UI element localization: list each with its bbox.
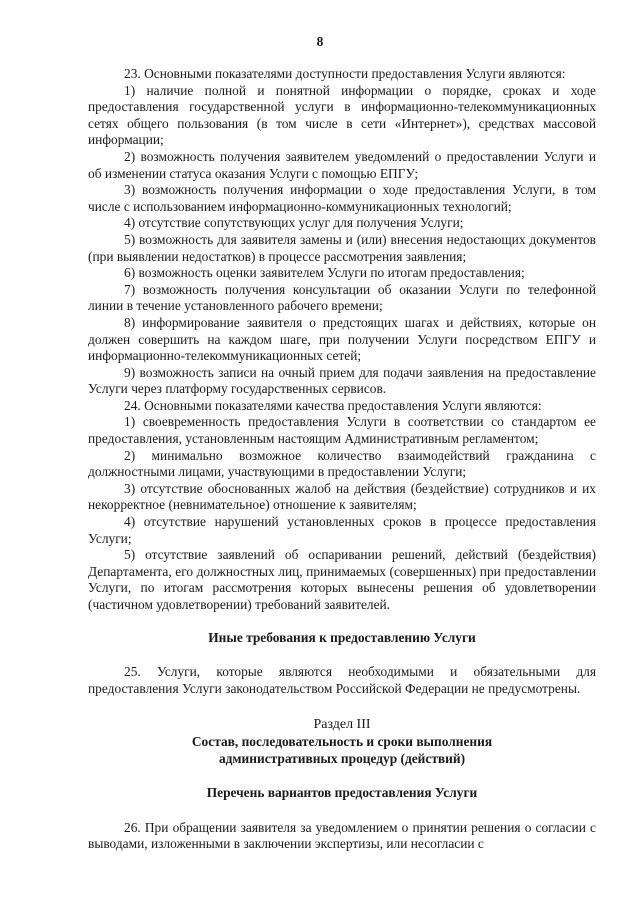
paragraph-24: 24. Основными показателями качества предоставления Услуги являются: [124,397,542,413]
list-item-24-5: 5) отсутствие заявлений об оспаривании решений, действий (бездействия) Департамента, его должностных лиц, принимаемых (совершенных) при предоставлении Услуги, по итогам рассмотрения которых вынесены решения об удовлетворении (частичном удовлетворении) требований заявителей. [88,547,596,612]
section-title-line-1: Состав, последовательность и сроки выполнения [191,733,493,749]
list-item-23-2: 2) возможность получения заявителем уведомлений о предоставлении Услуги и об изменении статуса оказания Услуги с помощью ЕПГУ; [88,148,596,181]
list-item-23-4: 4) отсутствие сопутствующих услуг для получения Услуги; [124,215,464,231]
list-item-23-3: 3) возможность получения информации о ходе предоставления Услуги, в том числе с использованием информационно-коммуникационных технологий; [88,182,596,214]
page-number: 8 [316,34,324,49]
section-title-line-2: административных процедур (действий) [218,750,466,766]
list-item-23-8: 8) информирование заявителя о предстоящих шагах и действиях, которые он должен совершить на каждом шаге, при получении Услуги посредством ЕПГУ и информационно-телекоммуникационных сетей; [88,314,596,364]
page-content [88,66,596,853]
list-item-24-3: 3) отсутствие обоснованных жалоб на действия (бездействие) сотрудников и их некорректное (невнимательное) отношение к заявителям; [88,480,596,513]
list-item-24-1: 1) своевременность предоставления Услуги в соответствии со стандартом ее предоставления, установленным настоящим Административным регламентом; [88,414,596,447]
list-item-23-5: 5) возможность для заявителя замены и (или) внесения недостающих документов (при выявлении недостатков) в процессе рассмотрения заявления; [88,231,596,264]
paragraph-25: 25. Услуги, которые являются необходимыми и обязательными для предоставления Услуги законодательством Российской Федерации не предусмотрены. [88,664,596,696]
heading-other-requirements: Иные требования к предоставлению Услуги [208,629,476,645]
paragraph-23: 23. Основными показателями доступности предоставления Услуги являются: [124,66,566,81]
list-item-24-2: 2) минимально возможное количество взаимодействий гражданина с должностными лицами, участвующими в предоставлении Услуги; [88,447,596,480]
list-item-23-1: 1) наличие полной и понятной информации о порядке, сроках и ходе предоставления государственной услуги в информационно-телекоммуникационных сетях общего пользования (в том числе в сети «Интернет»), средствах массовой информации; [88,82,596,148]
section-number: Раздел III [313,717,371,733]
paragraph-26: 26. При обращении заявителя за уведомлением о принятии решения о согласии с выводами, изложенными в заключении экспертизы, или несогласии с [88,819,596,852]
list-item-23-7: 7) возможность получения консультации об оказании Услуги по телефонной линии в течение установленного рабочего времени; [88,281,596,314]
list-item-24-4: 4) отсутствие нарушений установленных сроков в процессе предоставления Услуги; [88,514,596,546]
heading-variants: Перечень вариантов предоставления Услуги [206,785,478,801]
list-item-23-9: 9) возможность записи на очный прием для подачи заявления на предоставление Услуги через платформу государственных сервисов. [88,364,596,397]
list-item-23-6: 6) возможность оценки заявителем Услуги по итогам предоставления; [124,265,525,281]
